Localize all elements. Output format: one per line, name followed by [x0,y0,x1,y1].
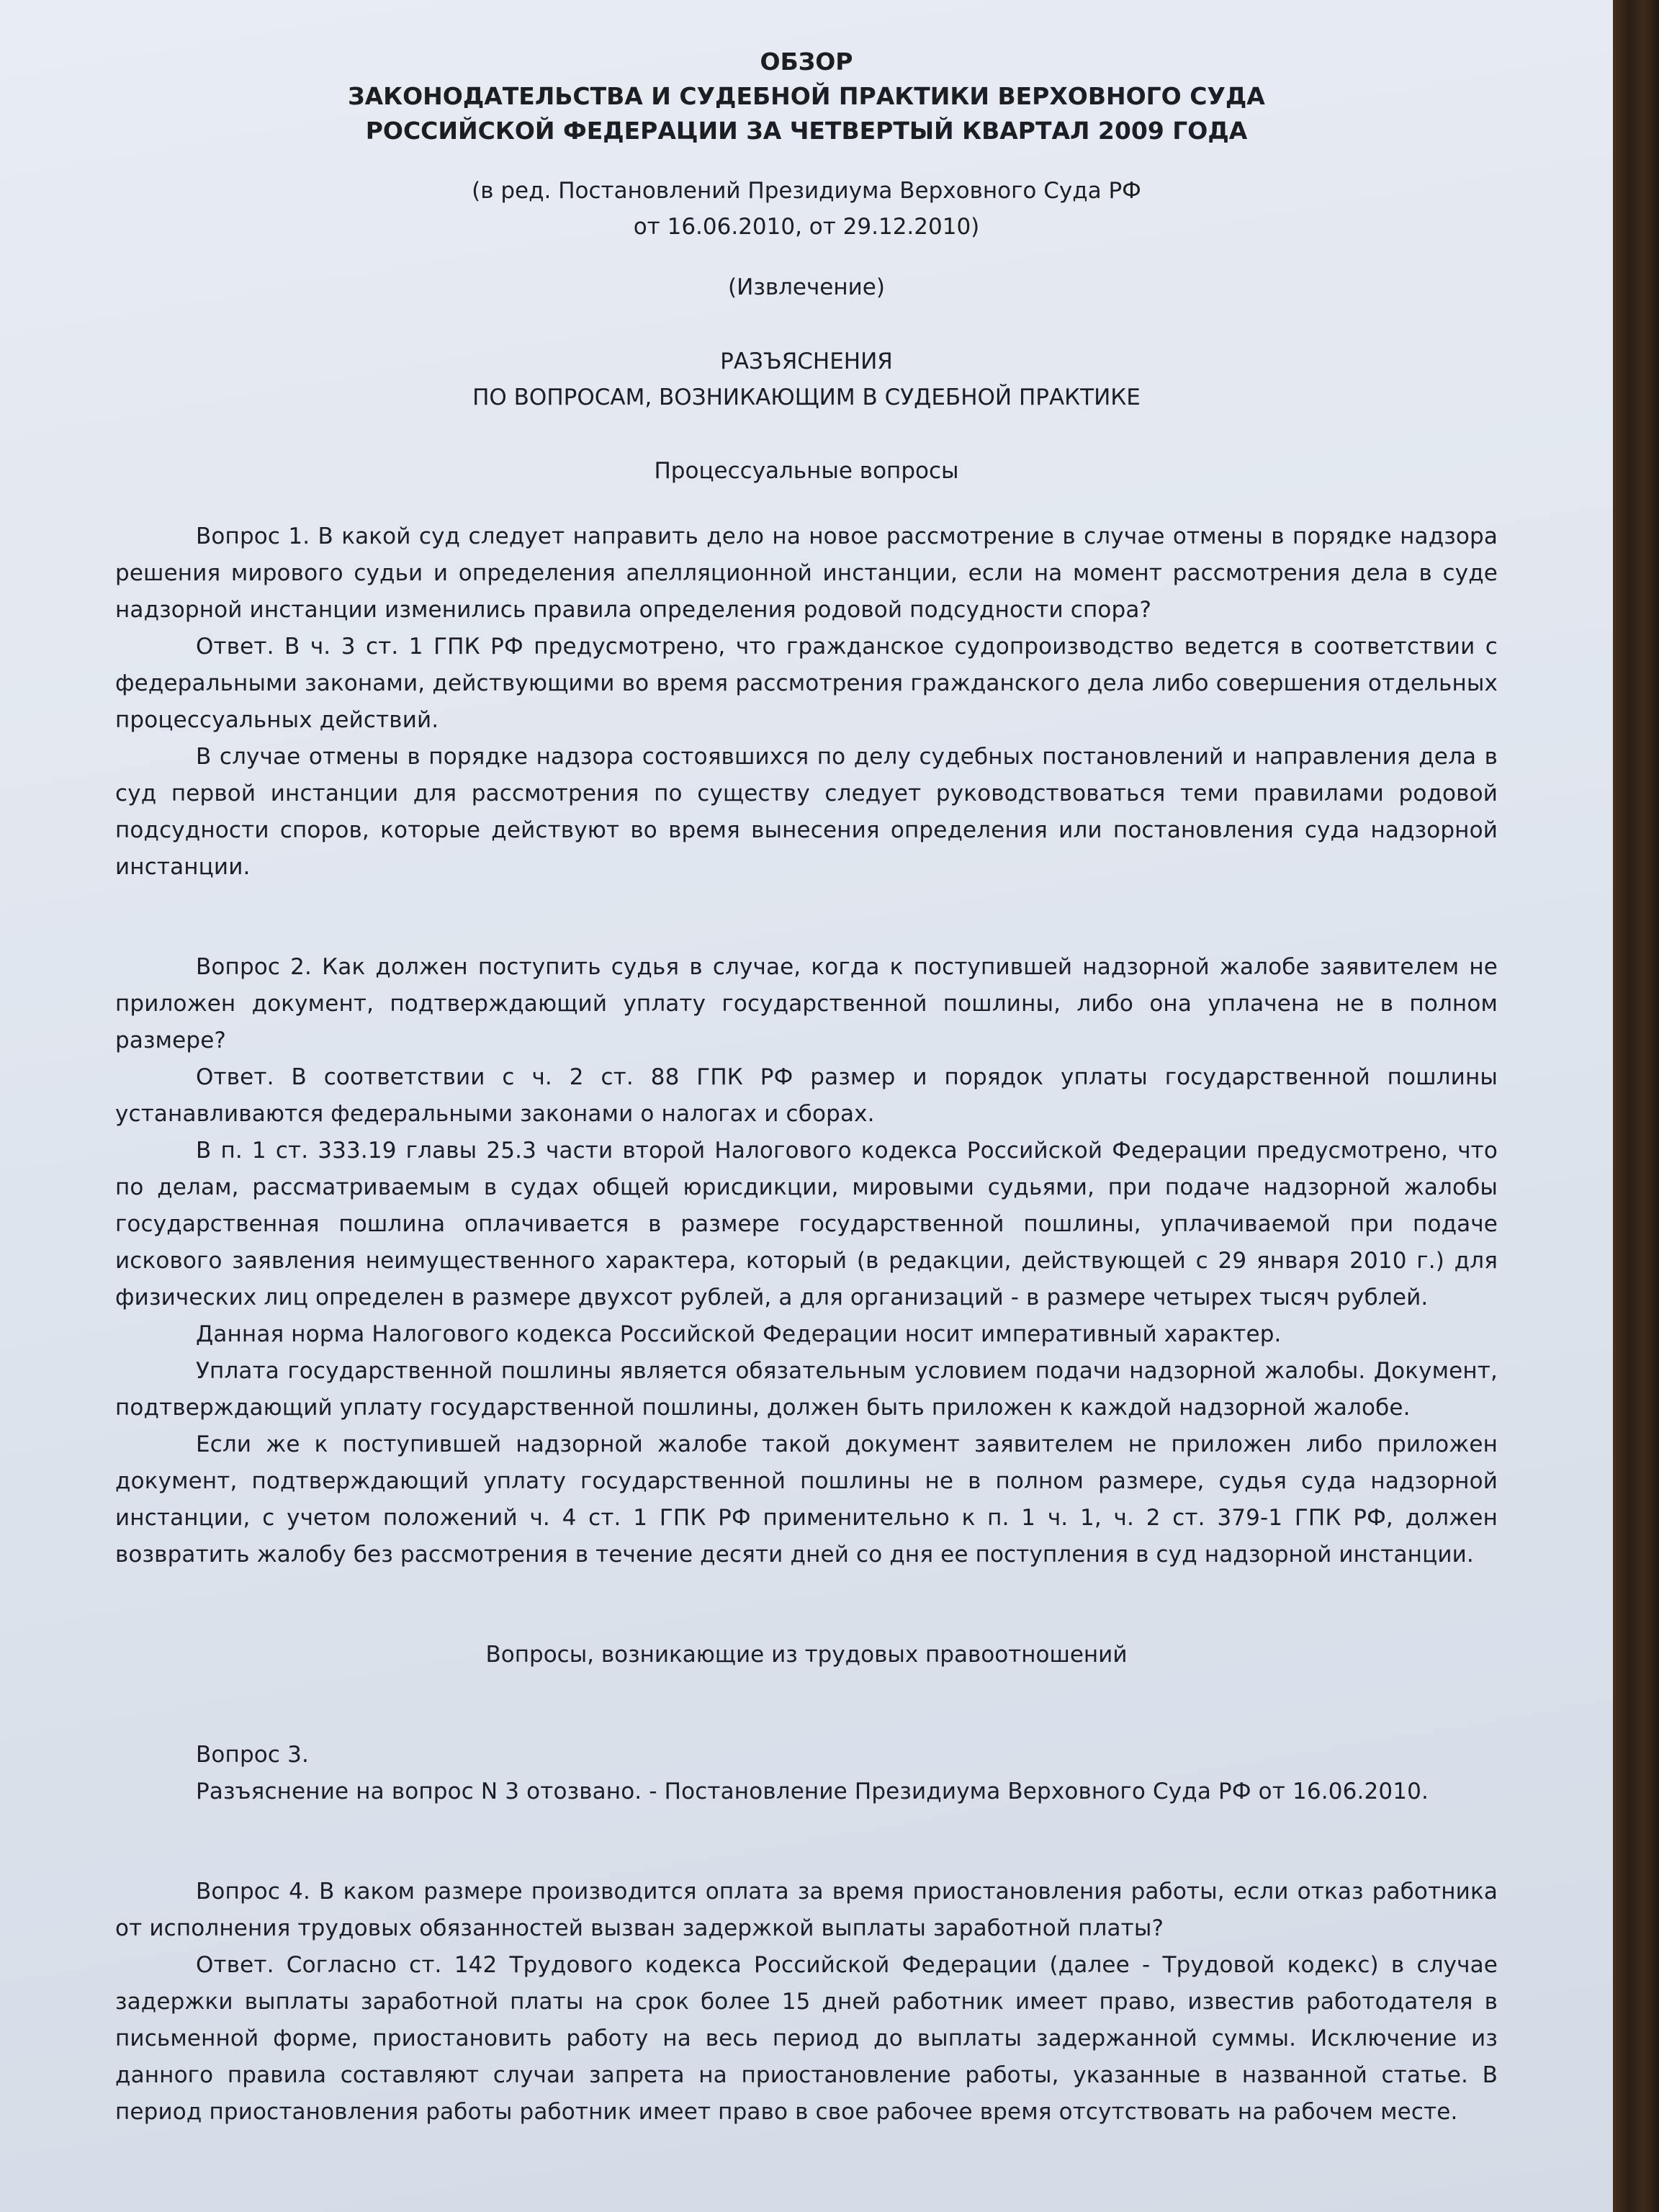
heading-line-2: ПО ВОПРОСАМ, ВОЗНИКАЮЩИМ В СУДЕБНОЙ ПРАКТИКЕ [472,385,1141,410]
answer-2-paragraph-4: Уплата государственной пошлины является обязательным условием подачи надзорной жалобы. Документ, подтверждающий уплату государственной пошлины, должен быть приложен к каждой надзорной жалобе. [115,1358,1498,1421]
extract-label: (Извлечение) [728,274,885,300]
title-line-2: ЗАКОНОДАТЕЛЬСТВА И СУДЕБНОЙ ПРАКТИКИ ВЕРХОВНОГО СУДА [348,82,1265,110]
question-4: Вопрос 4. В каком размере производится оплата за время приостановления работы, если отказ работника от исполнения трудовых обязанностей вызван задержкой выплаты заработной платы? [115,1879,1498,1941]
document-title [115,45,1498,148]
wooden-table-edge [1609,0,1659,2212]
answer-2-paragraph-5: Если же к поступившей надзорной жалобе такой документ заявителем не приложен либо приложен документ, подтверждающий уплату государственной пошлины не в полном размере, судья суда надзорной инстанции, с учетом положений ч. 4 ст. 1 ГПК РФ применительно к п. 1 ч. 1, ч. 2 ст. 379-1 ГПК РФ, должен возвратить жалобу без рассмотрения в течение десяти дней со дня ее поступления в суд надзорной инстанции. [115,1431,1498,1568]
answer-4: Ответ. Согласно ст. 142 Трудового кодекса Российской Федерации (далее - Трудовой кодекс) в случае задержки выплаты заработной платы на срок более 15 дней работник имеет право, известив работодателя в письменной форме, приостановить работу на весь период до выплаты задержанной суммы. Исключение из данного правила составляют случаи запрета на приостановление работы, указанные в названной статье. В период приостановления работы работник имеет право в свое рабочее время отсутствовать на рабочем месте. [115,1952,1498,2125]
answer-2-paragraph-3: Данная норма Налогового кодекса Российской Федерации носит императивный характер. [196,1321,1282,1347]
edition-line-1: (в ред. Постановлений Президиума Верховного Суда РФ [472,178,1141,204]
question-3: Вопрос 3. [196,1742,309,1768]
edition-line-2: от 16.06.2010, от 29.12.2010) [633,214,980,240]
question-3-note: Разъяснение на вопрос N 3 отозвано. - Постановление Президиума Верховного Суда РФ от 16.06.2010. [196,1779,1429,1804]
question-4-block [115,1874,1498,2131]
question-1: Вопрос 1. В какой суд следует направить дело на новое рассмотрение в случае отмены в порядке надзора решения мирового судьи и определения апелляционной инстанции, если на момент рассмотрения дела в суде надзорной инстанции изменились правила определения родовой подсудности спора? [115,523,1498,623]
answer-2-paragraph-2: В п. 1 ст. 333.19 главы 25.3 части второй Налогового кодекса Российской Федерации предусмотрено, что по делам, рассматриваемым в судах общей юрисдикции, мировыми судьями, при подаче надзорной жалобы государственная пошлина оплачивается в размере государственной пошлины, уплачиваемой при подаче искового заявления неимущественного характера, который (в редакции, действующей с 29 января 2010 г.) для физических лиц определен в размере двухсот рублей, а для организаций - в размере четырех тысяч рублей. [115,1138,1498,1310]
heading-line-1: РАЗЪЯСНЕНИЯ [720,349,893,374]
title-line-1: ОБЗОР [760,48,853,76]
answer-1: Ответ. В ч. 3 ст. 1 ГПК РФ предусмотрено, что гражданское судопроизводство ведется в соответствии с федеральными законами, действующими во время рассмотрения гражданского дела либо совершения отдельных процессуальных действий. [115,634,1498,733]
question-3-block [115,1737,1498,1810]
answer-2: Ответ. В соответствии с ч. 2 ст. 88 ГПК РФ размер и порядок уплаты государственной пошлины устанавливаются федеральными законами о налогах и сборах. [115,1064,1498,1127]
section-heading [115,343,1498,415]
question-1-block [115,518,1498,886]
question-2-block [115,949,1498,1573]
answer-1-paragraph-2: В случае отмены в порядке надзора состоявшихся по делу судебных постановлений и направления дела в суд первой инстанции для рассмотрения по существу следует руководствоваться теми правилами родовой подсудности споров, которые действуют во время вынесения определения или постановления суда надзорной инстанции. [115,744,1498,880]
edition-note [115,173,1498,245]
question-2: Вопрос 2. Как должен поступить судья в случае, когда к поступившей надзорной жалобе заявителем не приложен документ, подтверждающий уплату государственной пошлины, либо она уплачена не в полном размере? [115,954,1498,1053]
title-line-3: РОССИЙСКОЙ ФЕДЕРАЦИИ ЗА ЧЕТВЕРТЫЙ КВАРТАЛ 2009 ГОДА [365,117,1248,145]
procedural-questions-heading: Процессуальные вопросы [654,458,959,484]
labor-questions-heading: Вопросы, возникающие из трудовых правоотношений [485,1642,1128,1668]
